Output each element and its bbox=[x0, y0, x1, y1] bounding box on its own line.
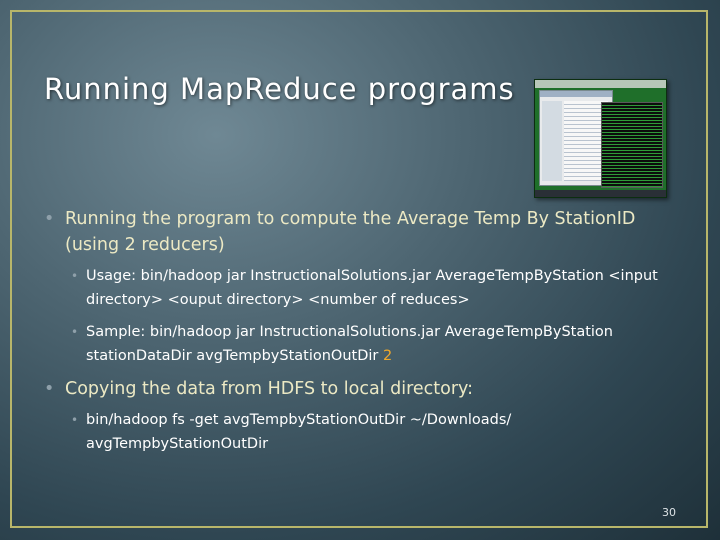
slide-title: Running MapReduce programs bbox=[44, 72, 515, 106]
sub-bullet-item bbox=[44, 320, 684, 368]
slide-body bbox=[44, 206, 684, 464]
thumbnail-terminal-window bbox=[601, 102, 663, 188]
bullet-item bbox=[44, 376, 684, 402]
sub-bullet-text: Sample: bin/hadoop jar InstructionalSolutions.jar AverageTempByStation stationDataDir avgTempbyStationOutDir bbox=[86, 324, 613, 364]
sub-bullet-item bbox=[44, 264, 684, 312]
bullet-text: Running the program to compute the Average Temp By StationID (using 2 reducers) bbox=[65, 209, 636, 255]
screenshot-thumbnail bbox=[534, 79, 667, 198]
thumbnail-menu-bar bbox=[535, 80, 666, 88]
thumbnail-taskbar bbox=[535, 190, 666, 197]
bullet-text: Copying the data from HDFS to local directory: bbox=[65, 379, 474, 399]
bullet-dot-icon: • bbox=[71, 325, 79, 339]
page-number: 30 bbox=[662, 506, 676, 519]
bullet-dot-icon: • bbox=[71, 413, 79, 427]
sub-bullet-text: Usage: bin/hadoop jar InstructionalSolutions.jar AverageTempByStation <input directory> <ouput directory> <number of reduces> bbox=[86, 268, 658, 308]
bullet-dot-icon: • bbox=[44, 379, 55, 399]
bullet-item bbox=[44, 206, 684, 258]
reducer-count-highlight: 2 bbox=[383, 348, 393, 364]
sub-bullet-item bbox=[44, 408, 684, 456]
sub-bullet-text: bin/hadoop fs -get avgTempbyStationOutDir ~/Downloads/ avgTempbyStationOutDir bbox=[86, 412, 512, 452]
bullet-dot-icon: • bbox=[71, 269, 79, 283]
bullet-dot-icon: • bbox=[44, 209, 55, 229]
